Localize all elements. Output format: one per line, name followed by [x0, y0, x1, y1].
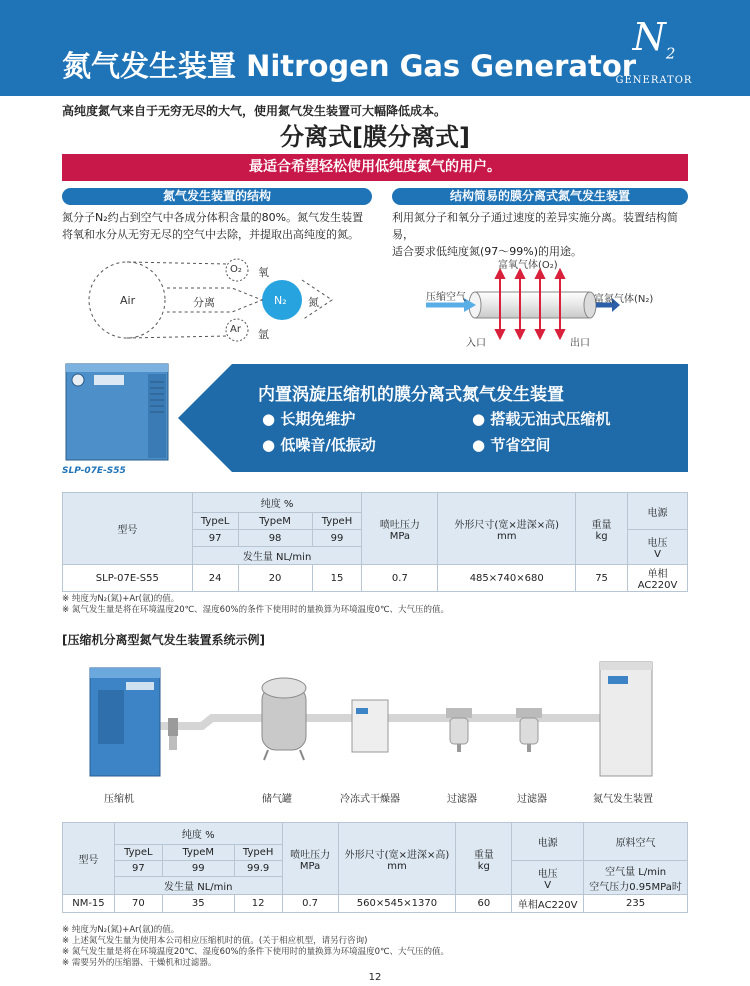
nm-model-header: 型号: [63, 823, 115, 895]
piping: [158, 718, 652, 726]
row-weight: 75: [576, 565, 628, 592]
power-header: 电源: [628, 493, 688, 530]
nm-row-power: 单相AC220V: [512, 895, 584, 913]
table1-note-2: ※ 氮气发生量是将在环境温度20℃、湿度60%的条件下使用时的量换算为环境温度0℃、大气压的值。: [62, 605, 450, 615]
row-pressure: 0.7: [362, 565, 438, 592]
air-tank-illustration: [262, 678, 306, 760]
nm-purity-header: 纯度 %: [114, 823, 282, 845]
system-example-title: [压缩机分离型氮气发生装置系统示例]: [62, 633, 265, 647]
nm-type-l-purity: 97: [114, 861, 162, 877]
nm-row-weight: 60: [456, 895, 512, 913]
n2-generator-logo: [614, 16, 694, 84]
type-m-purity: 98: [238, 530, 312, 547]
type-l-purity: 97: [192, 530, 238, 547]
structure-description: 氮分子N₂约占到空气中各成分体积含量的80%。氮气发生装置 将氧和水分从无穷无尽的空气中去除，并提取出高纯度的氮。: [62, 211, 364, 241]
nm-raw-air-header: 原料空气: [584, 823, 688, 861]
label-filter-1: 过滤器: [447, 794, 477, 805]
nitrogen-rich-label: 富氮气体(N₂): [594, 294, 654, 305]
label-air-tank: 储气罐: [262, 794, 292, 805]
inlet-label: 入口: [466, 338, 486, 349]
slp-spec-table: [62, 492, 688, 592]
row-size: 485×740×680: [438, 565, 576, 592]
nm-type-h-purity: 99.9: [234, 861, 282, 877]
n2-generator-illustration: [600, 662, 652, 776]
logo-word: GENERATOR: [615, 74, 693, 86]
label-filter-2: 过滤器: [517, 794, 547, 805]
table-row: [63, 895, 688, 913]
nm-type-l-header: TypeL: [114, 845, 162, 861]
membrane-description: 利用氮分子和氧分子通过速度的差异实施分离。装置结构简易， 适合要求低纯度氮(97～99%)的用途。: [392, 211, 678, 258]
oxygen-rich-label: 富氧气体(O₂): [498, 260, 558, 271]
row-flow-l: 24: [192, 565, 238, 592]
intro-text: 高纯度氮气来自于无穷无尽的大气，使用氮气发生装置可大幅降低成本。: [62, 104, 447, 118]
compressor-illustration: [90, 668, 160, 776]
separation-diagram: [62, 248, 382, 348]
dryer-illustration: [352, 700, 388, 752]
nm-row-air: 235: [584, 895, 688, 913]
nm-row-flow-m: 35: [162, 895, 234, 913]
page-header: [0, 0, 750, 96]
table1-note-1: ※ 纯度为N₂(氮)+Ar(氩)的值。: [62, 594, 180, 604]
compressed-air-label: 压缩空气: [426, 292, 466, 303]
nm-row-flow-l: 70: [114, 895, 162, 913]
ar-cn-label: 氩: [258, 328, 269, 341]
type-l-header: TypeL: [192, 513, 238, 530]
nm-type-h-header: TypeH: [234, 845, 282, 861]
nm-row-flow-h: 12: [234, 895, 282, 913]
row-flow-h: 15: [312, 565, 362, 592]
type-m-header: TypeM: [238, 513, 312, 530]
feature-space-saving: ● 节省空间: [472, 436, 551, 454]
nm-spec-table: [62, 822, 688, 913]
pressure-header: 喷吐压力 MPa: [362, 493, 438, 565]
nm-type-m-purity: 99: [162, 861, 234, 877]
target-user-banner: 最适合希望轻松使用低纯度氮气的用户。: [62, 154, 688, 181]
structure-heading: 氮气发生装置的结构: [62, 188, 372, 205]
filter-2-illustration: [516, 708, 542, 752]
logo-mark: $N_2$: [632, 15, 676, 63]
product-feature-banner: [178, 364, 688, 472]
type-h-purity: 99: [312, 530, 362, 547]
page-number: 12: [368, 972, 382, 983]
o2-cn-label: 氧: [258, 266, 269, 279]
membrane-tube: [475, 292, 590, 318]
model-header: 型号: [63, 493, 193, 565]
nm-voltage-header: 电压 V: [512, 861, 584, 895]
table2-note-2: ※ 上述氮气发生量为使用本公司相应压缩机时的值。(关于相应机型，请另行咨询): [62, 936, 368, 946]
nm-power-header: 电源: [512, 823, 584, 861]
type-h-header: TypeH: [312, 513, 362, 530]
filter-regulator-illustration: [168, 718, 178, 750]
row-flow-m: 20: [238, 565, 312, 592]
outlet-label: 出口: [570, 338, 590, 349]
table2-note-3: ※ 氮气发生量是将在环境温度20℃、湿度60%的条件下使用时的量换算为环境温度0℃、大气压的值。: [62, 947, 450, 957]
nm-row-pressure: 0.7: [282, 895, 338, 913]
feature-oil-free-compressor: ● 搭载无油式压缩机: [472, 410, 611, 428]
ar-label: Ar: [230, 324, 241, 335]
table-row: [63, 565, 688, 592]
product-model-caption: SLP-07E-S55: [62, 466, 126, 476]
row-model: SLP-07E-S55: [63, 565, 193, 592]
system-diagram: [62, 660, 688, 785]
label-dryer: 冷冻式干燥器: [340, 794, 400, 805]
row-power: 单相AC220V: [628, 565, 688, 592]
nm-size-header: 外形尺寸(宽×进深×高) mm: [338, 823, 456, 895]
feature-maintenance-free: ● 长期免维护: [262, 410, 356, 428]
o2-label: O₂: [230, 264, 242, 275]
n2-label: N₂: [274, 294, 287, 307]
membrane-heading: 结构简易的膜分离式氮气发生装置: [392, 188, 688, 205]
label-n2-generator: 氮气发生装置: [593, 794, 653, 805]
label-compressor: 压缩机: [104, 794, 134, 805]
page-title: 氮气发生装置 Nitrogen Gas Generator: [62, 49, 637, 83]
flow-header: 发生量 NL/min: [192, 547, 362, 565]
nm-air-flow-header: 空气量 L/min 空气压力0.95MPa时: [584, 861, 688, 895]
table2-note-4: ※ 需要另外的压缩器、干燥机和过滤器。: [62, 958, 217, 968]
section-title: 分离式[膜分离式]: [280, 123, 470, 151]
separate-label: 分离: [193, 296, 215, 309]
banner-title: 内置涡旋压缩机的膜分离式氮气发生装置: [258, 385, 564, 405]
nm-flow-header: 发生量 NL/min: [114, 877, 282, 895]
nm-row-model: NM-15: [63, 895, 115, 913]
size-header: 外形尺寸(宽×进深×高) mm: [438, 493, 576, 565]
weight-header: 重量 kg: [576, 493, 628, 565]
n2-cn-label: 氮: [308, 296, 319, 309]
voltage-header: 电压 V: [628, 530, 688, 565]
purity-header: 纯度 %: [192, 493, 362, 513]
table2-note-1: ※ 纯度为N₂(氮)+Ar(氩)的值。: [62, 925, 180, 935]
nm-pressure-header: 喷吐压力 MPa: [282, 823, 338, 895]
nm-weight-header: 重量 kg: [456, 823, 512, 895]
feature-low-noise: ● 低噪音/低振动: [262, 436, 376, 454]
air-label: Air: [120, 294, 136, 307]
filter-1-illustration: [446, 708, 472, 752]
nm-type-m-header: TypeM: [162, 845, 234, 861]
slp-unit-illustration: [62, 362, 174, 462]
nm-row-size: 560×545×1370: [338, 895, 456, 913]
